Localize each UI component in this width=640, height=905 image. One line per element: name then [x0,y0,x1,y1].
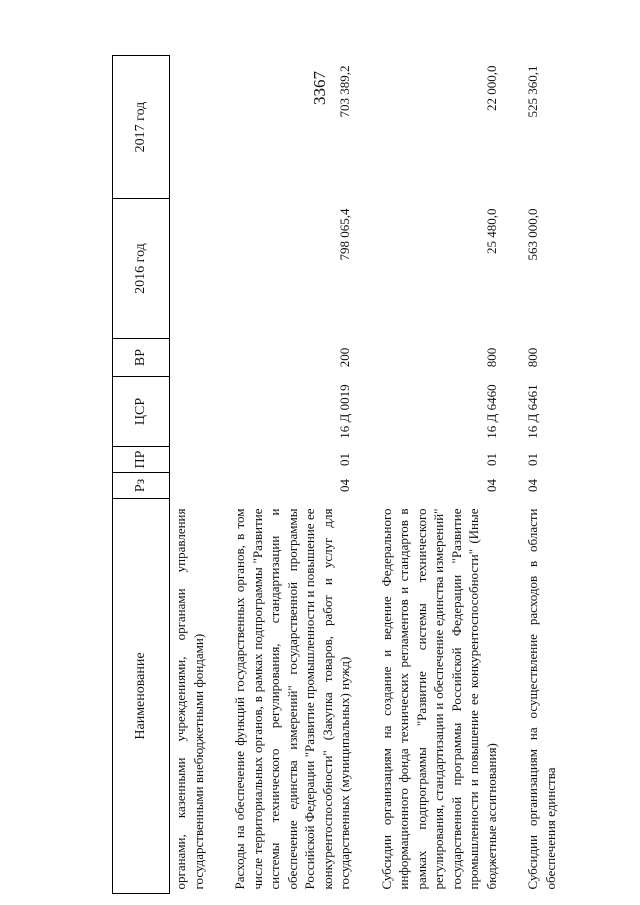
row-rz: 04 [483,479,499,492]
header-name: Наименование [113,499,170,894]
row-rz: 04 [337,479,352,492]
row-pr [170,447,218,473]
header-2016: 2016 год [113,199,170,339]
row-name: органами, казенными учреждениями, органами управления государственными внебюджетными фондами) [173,508,206,890]
row-2017: 525 360,1 [525,65,540,118]
row-rz [170,473,218,499]
row-vr: 800 [483,347,499,368]
budget-table-page [112,56,612,894]
budget-table [112,55,561,894]
row-vr [170,339,218,377]
row-pr: 01 [483,453,499,466]
page-number: 3367 [310,71,329,105]
row-name: Субсидии организациям на осуществление расходов в области обеспечения единства [525,508,558,890]
header-pr: ПР [113,447,170,473]
row-csr: 16 Д 0019 [337,384,352,439]
row-vr: 200 [337,347,352,368]
header-2017: 2017 год [113,56,170,199]
row-2016: 798 065,4 [337,208,352,261]
row-name: Расходы на обеспечение функций государственных органов, в том числе территориальных органов, в рамках подпрограммы "Развитие системы технического регулирования, стандартизации и обеспечение единства измерений" государственной программы Российской Федерации "Развитие промышленности и повышение ее конкурентоспособности" (Закупка товаров, работ и услуг для государственных (муниципальных) нужд) [232,508,352,890]
header-rz: Рз [113,473,170,499]
row-vr: 800 [525,347,540,368]
table-row [510,56,561,894]
header-vr: ВР [113,339,170,377]
row-2016: 25 480,0 [483,208,499,254]
row-pr: 01 [337,453,352,466]
table-header [113,56,170,894]
row-name: Субсидии организациям на создание и ведение Федерального информационного фонда технических регламентов и стандартов в рамках подпрограммы "Развитие системы технического регулирования, стандартизации и обеспечение единства измерений" государственной программы Российской Федерации "Развитие промышленности и повышение ее конкурентоспособности" (Иные бюджетные ассигнования) [378,508,499,890]
row-2017: 22 000,0 [483,65,499,111]
row-2016 [170,199,218,339]
row-pr: 01 [525,453,540,466]
table-row [170,56,218,894]
row-rz: 04 [525,479,540,492]
row-csr [170,377,218,447]
row-2017: 703 389,2 [337,65,352,118]
table-row [364,56,511,894]
row-2017 [170,56,218,199]
row-csr: 16 Д 6461 [525,384,540,439]
header-csr: ЦСР [113,377,170,447]
row-csr: 16 Д 6460 [483,384,499,439]
table-row [217,56,364,894]
row-2016: 563 000,0 [525,208,540,261]
